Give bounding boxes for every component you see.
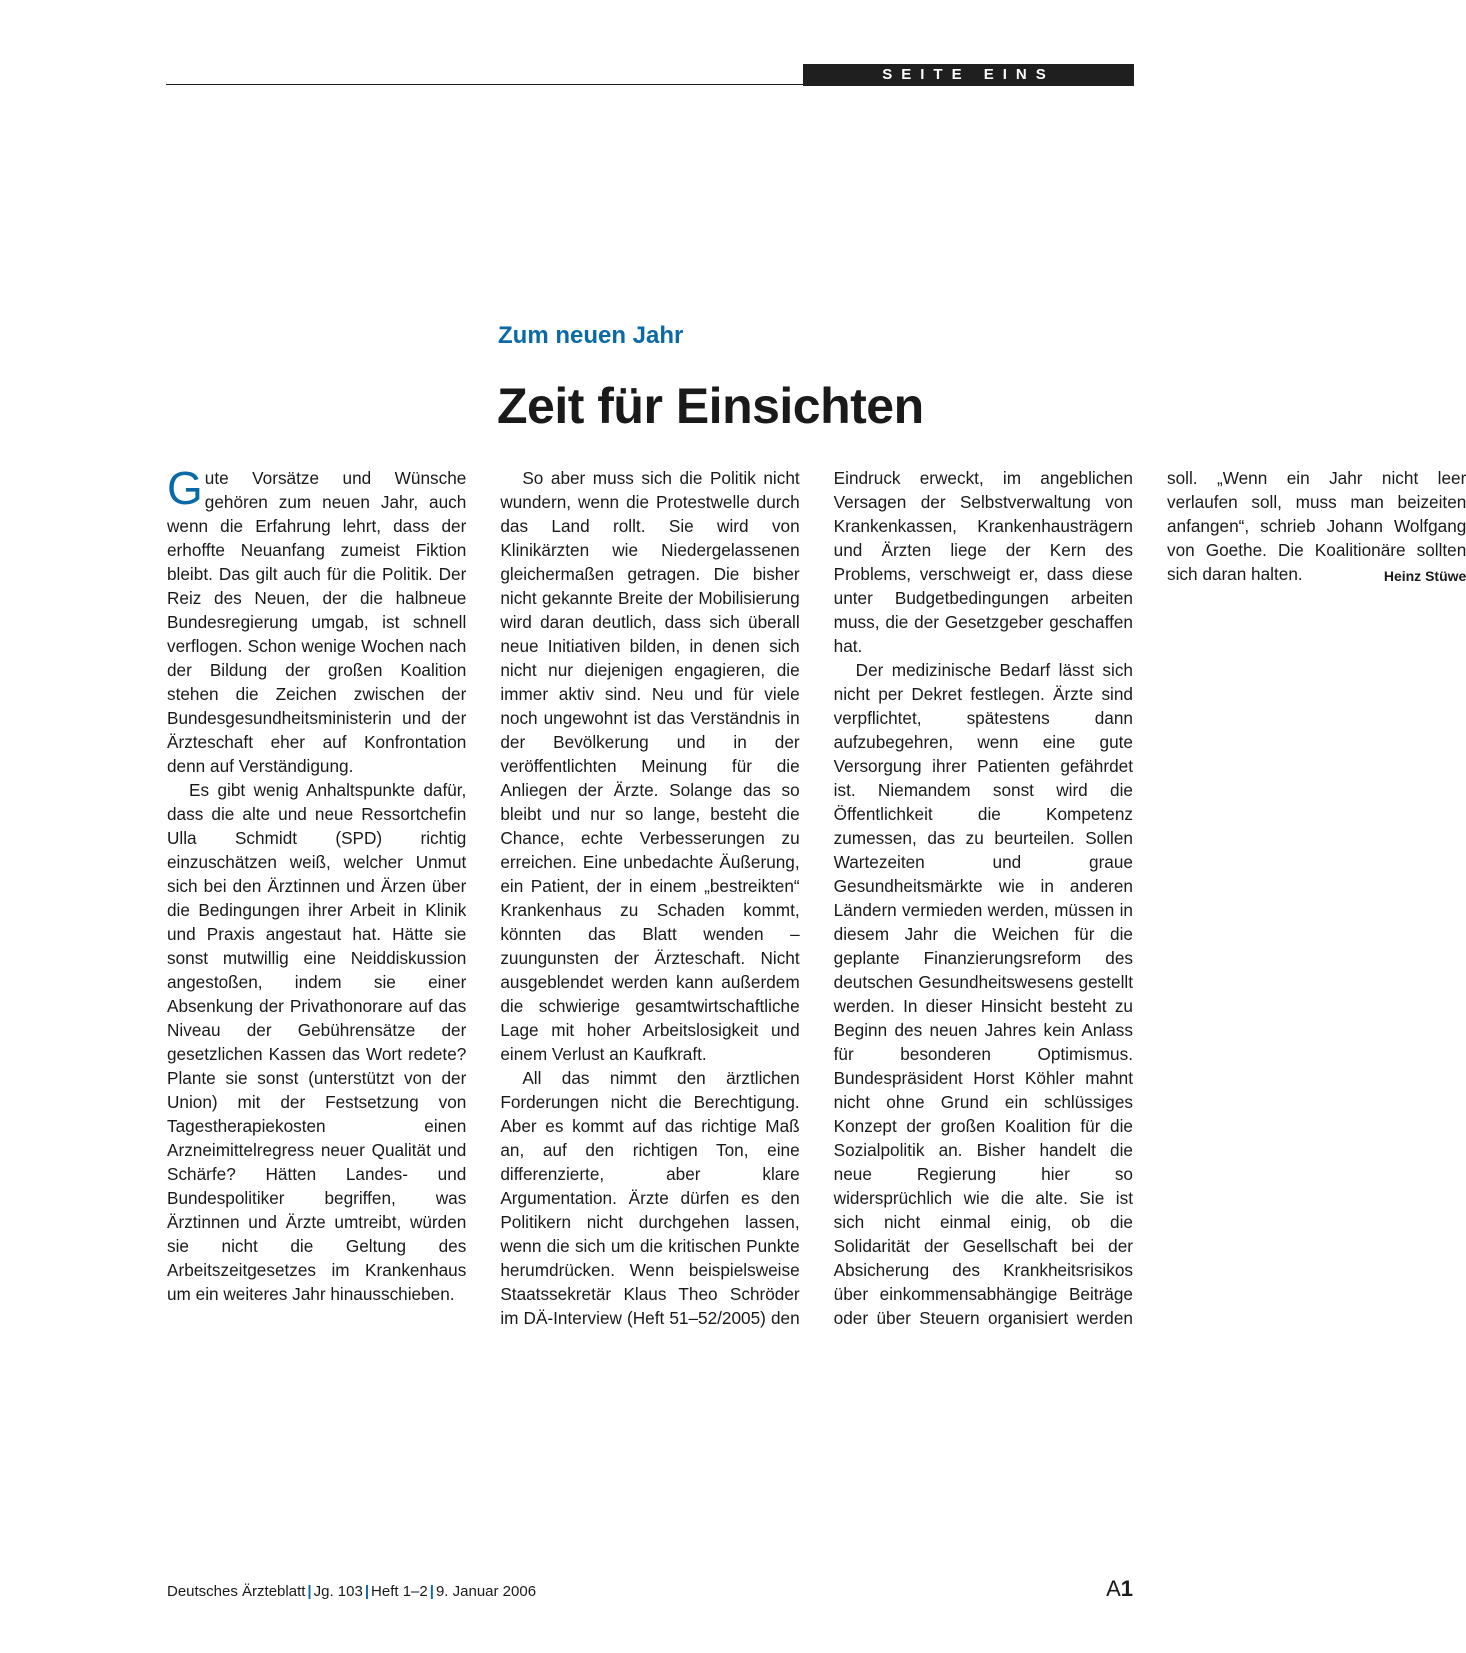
drop-cap: G [167,462,203,514]
section-label: SEITE EINS [803,64,1134,86]
article-title: Zeit für Einsichten [497,378,924,434]
footer-separator: | [429,1583,434,1600]
author-name: Heinz Stüwe [1383,568,1466,584]
page-footer [167,1583,536,1600]
publication-name: Deutsches Ärzteblatt [167,1583,306,1600]
paragraph-2: Es gibt wenig Anhaltspunkte dafür, dass die alte und neue Ressortchefin Ulla Schmidt (SPD) richtig einzuschätzen weiß, welcher Unmut sich bei den Ärztinnen und Ärzen über die Bedingungen ihrer Arbeit in Klinik und Praxis angestaut hat. Hätte sie sonst mutwillig eine Neiddiskussion angestoßen, indem sie einer Absenkung der Privathonorare auf das Niveau der Gebührensätze der gesetzlichen Kassen das Wort redete? Plante sie sonst (unterstützt von der Union) mit der Festsetzung von Tagestherapiekosten einen Arzneimittelregress neuer Qualität und Schärfe? Hätten Landes- und Bundespolitiker begriffen, was Ärztinnen und Ärzte umtreibt, würden sie nicht die Geltung des Arbeitszeitgesetzes im Krankenhaus um ein weiteres Jahr hinausschieben. [167,780,467,1304]
issue: Heft 1–2 [371,1583,428,1600]
paragraph-1 [167,462,467,778]
article-body [167,462,1466,1346]
article-kicker: Zum neuen Jahr [498,322,684,349]
page-number [1106,1576,1133,1602]
paragraph-4: All das nimmt den ärztlichen Forderungen nicht die Berechtigung. Aber es kommt auf das richtige Maß an, auf den richtigen Ton, eine differenzierte, aber klare Argumentation. Ärzte dürfen es den Politikern nicht durchgehen lassen, wenn die sich um die kritischen Punkte herumdrücken. Wenn beispielsweise Staatssekretär Klaus Theo Schröder im DÄ-Interview (Heft 51–52/2005) den Eindruck erweckt, im angeblichen Versagen der Selbstverwaltung von Krankenkassen, Krankenhausträgern und Ärzten liege der Kern des Problems, verschweigt er, dass diese unter Budgetbedingungen arbeiten muss, die der Gesetzgeber geschaffen hat. [500,468,1133,1328]
footer-separator: | [307,1583,312,1600]
paragraph-3: So aber muss sich die Politik nicht wundern, wenn die Protestwelle durch das Land rollt. Sie wird von Klinikärzten wie Niedergelassenen gleichermaßen getragen. Die bisher nicht gekannte Breite der Mobilisierung wird daran deutlich, dass sich überall neue Initiativen bilden, in denen sich nicht nur diejenigen engagieren, die immer aktiv sind. Neu und für viele noch ungewohnt ist das Verständnis in der Bevölkerung und in der veröffentlichten Meinung für die Anliegen der Ärzte. Solange das so bleibt und nur so lange, besteht die Chance, echte Verbesserungen zu erreichen. Eine unbedachte Äußerung, ein Patient, der in einem „bestreikten“ Krankenhaus zu Schaden kommt, könnten das Blatt wenden – zuungunsten der Ärzteschaft. Nicht ausgeblendet werden kann außerdem die schwierige gesamtwirtschaftliche Lage mit hoher Arbeitslosigkeit und einem Verlust an Kaufkraft. [500,468,800,1064]
page-prefix: A [1106,1576,1121,1601]
volume: Jg. 103 [313,1583,363,1600]
page-number-value: 1 [1120,1576,1133,1601]
paragraph-5-text: Der medizinische Bedarf lässt sich nicht per Dekret festlegen. Ärzte sind verpflichtet, spätestens dann aufzubegehren, wenn eine gute Versorgung ihrer Patienten gefährdet ist. Niemandem sonst wird die Öffentlichkeit die Kompetenz zumessen, das zu beurteilen. Sollen Wartezeiten und graue Gesundheitsmärkte wie in anderen Ländern vermieden werden, müssen in diesem Jahr die Weichen für die geplante Finanzierungsreform des deutschen Gesundheitswesens gestellt werden. In dieser Hinsicht besteht zu Beginn des neuen Jahres kein Anlass für besonderen Optimismus. Bundespräsident Horst Köhler mahnt nicht ohne Grund ein schlüssiges Konzept der großen Koalition für die Sozialpolitik an. Bisher handelt die neue Regierung hier so widersprüchlich wie die alte. Sie ist sich nicht einmal einig, ob die Solidarität der Gesellschaft bei der Absicherung des Krankheitsrisikos über einkommensabhängige Beiträge oder über Steuern organisiert werden soll. „Wenn ein Jahr nicht leer verlaufen soll, muss man beizeiten anfangen“, schrieb Johann Wolfgang von Goethe. Die Koalitionäre sollten sich daran halten. [833,468,1466,1328]
issue-date: 9. Januar 2006 [435,1583,537,1600]
paragraph-1-text: ute Vorsätze und Wünsche gehören zum neuen Jahr, auch wenn die Erfahrung lehrt, dass der erhoffte Neuanfang zumeist Fiktion bleibt. Das gilt auch für die Politik. Der Reiz des Neuen, der die halbneue Bundesregierung umgab, ist schnell verflogen. Schon wenige Wochen nach der Bildung der großen Koalition stehen die Zeichen zwischen der Bundesgesundheitsministerin und der Ärzteschaft eher auf Konfrontation denn auf Verständigung. [167,468,467,776]
footer-separator: | [364,1583,370,1600]
